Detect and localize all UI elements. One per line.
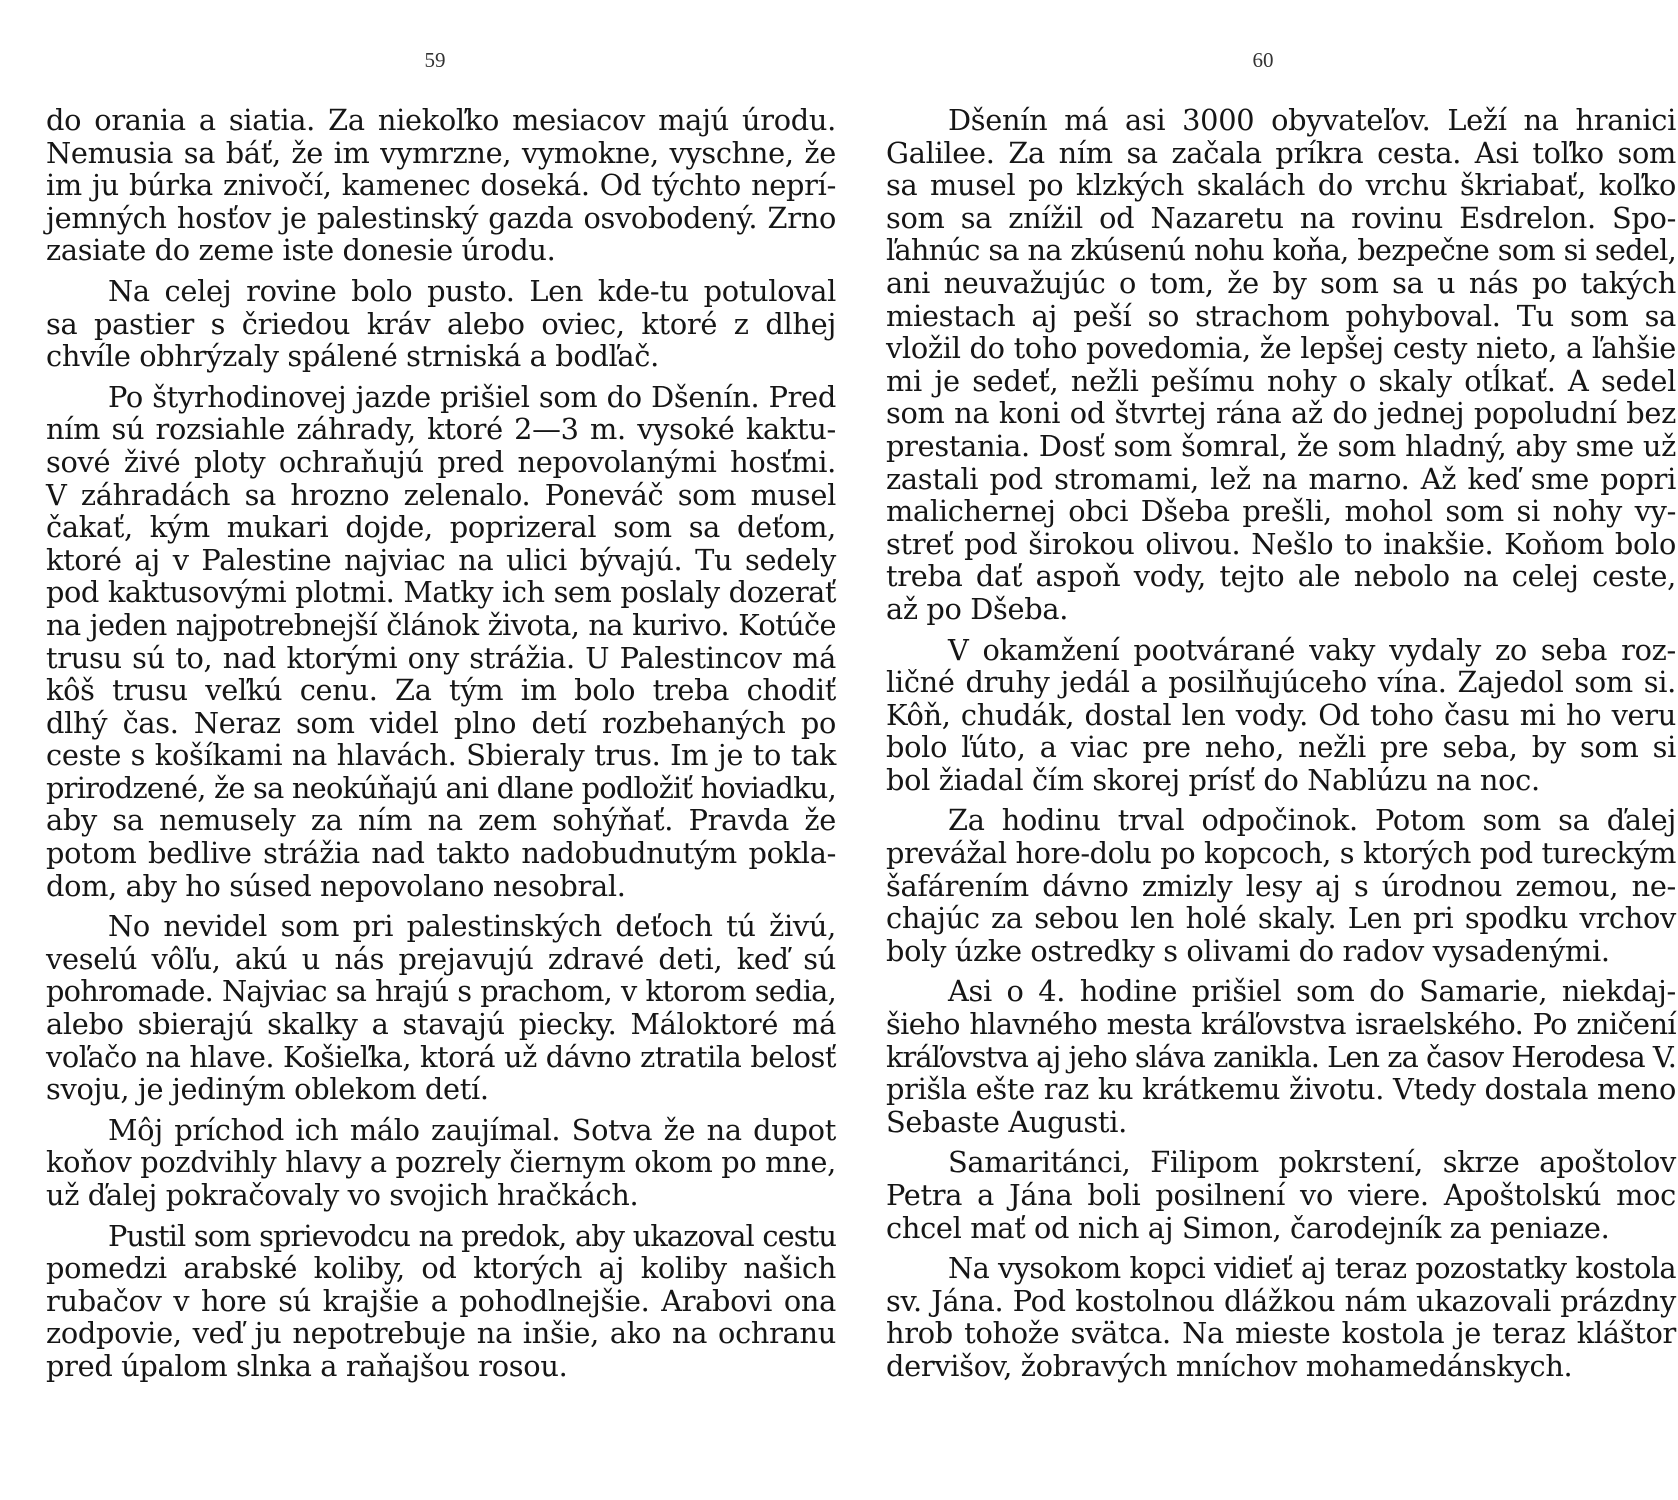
text-line: voľačo na hlave. Košieľka, ktorá už dávno ztratila belosť xyxy=(46,1039,836,1074)
text-line: koňov pozdvihly hlavy a pozrely čiernym okom po mne, xyxy=(46,1145,836,1180)
text-line: V záhradách sa hrozno zelenalo. Poneváč som musel xyxy=(46,477,836,512)
text-line: Nemusia sa báť, že im vymrzne, vymokne, vyschne, že xyxy=(46,135,836,170)
text-line: na jeden najpotrebnejší článok života, na kurivo. Kotúče xyxy=(46,607,836,642)
text-line: potom bedlive strážia nad takto nadobudnutým pokla- xyxy=(46,836,836,871)
text-line: malichernej obci Dšeba prešli, mohol som si nohy vy- xyxy=(886,494,1676,529)
text-line: chvíle obhrýzaly spálené strniská a bodľač. xyxy=(46,339,659,374)
text-line: bol žiadal čím skorej prísť do Nablúzu na noc. xyxy=(886,762,1540,797)
text-line: No nevidel som pri palestinských deťoch tú živú, xyxy=(108,909,836,944)
text-line: Sebaste Augusti. xyxy=(886,1104,1127,1139)
text-line: Na celej rovine bolo pusto. Len kde-tu potuloval xyxy=(108,273,836,308)
text-line: už ďalej pokračovaly vo svojich hračkách. xyxy=(46,1178,639,1212)
text-line: Asi o 4. hodine prišiel som do Samarie, niekdaj- xyxy=(948,974,1676,1009)
text-line: ním sú rozsiahle záhrady, ktoré 2—3 m. vysoké kaktu- xyxy=(46,412,836,447)
text-line: ľahnúc sa na zkúsenú nohu koňa, bezpečne som si sedel, xyxy=(886,233,1676,268)
text-line: sové živé ploty ochraňujú pred nepovolanými hosťmi. xyxy=(46,444,836,479)
page-number: 59 xyxy=(424,48,446,72)
text-line: prestania. Dosť som šomral, že som hladný, aby sme už xyxy=(886,428,1676,463)
text-line: Na vysokom kopci vidieť aj teraz pozostatky kostola xyxy=(948,1251,1676,1286)
text-line: Galilee. Za ním sa začala príkra cesta. Asi toľko som xyxy=(886,135,1676,170)
text-line: som sa znížil od Nazaretu na rovinu Esdrelon. Spo- xyxy=(886,200,1676,235)
text-line: dlhý čas. Neraz som videl plno detí rozbehaných po xyxy=(46,705,836,740)
text-line: treba dať aspoň vody, tejto ale nebolo na celej ceste, xyxy=(886,559,1676,594)
text-line: som na koni od štvrtej rána až do jednej popoludní bez xyxy=(886,396,1676,431)
text-line: hrob tohože svätca. Na mieste kostola je teraz kláštor xyxy=(886,1316,1676,1351)
text-line: bolo ľúto, a viac pre neho, nežli pre seba, by som si xyxy=(886,730,1676,765)
text-line: Pustil som sprievodcu na predok, aby ukazoval cestu xyxy=(108,1218,836,1253)
text-line: šieho hlavného mesta kráľovstva israelského. Po zničení xyxy=(886,1007,1676,1042)
text-line: svoju, je jediným oblekom detí. xyxy=(46,1072,489,1107)
page-number: 60 xyxy=(1252,48,1274,72)
text-line: Môj príchod ich málo zaujímal. Sotva že na dupot xyxy=(108,1112,836,1147)
text-line: streť pod širokou olivou. Nešlo to inakšie. Koňom bolo xyxy=(886,526,1676,561)
text-line: zastali pod stromami, lež na marno. Až keď sme popri xyxy=(886,461,1676,496)
text-line: veselú vôľu, akú u nás prejavujú zdravé deti, keď sú xyxy=(46,941,836,976)
text-line: mi je sedeť, nežli pešímu nohy o skaly otĺkať. A sedel xyxy=(886,363,1676,398)
text-line: ktoré aj v Palestine najviac na ulici bývajú. Tu sedely xyxy=(46,542,836,577)
text-line: prevážal hore-dolu po kopcoch, s ktorých pod tureckým xyxy=(886,836,1676,871)
text-line: zasiate do zeme iste donesie úrodu. xyxy=(46,233,556,268)
text-line: Samaritánci, Filipom pokrstení, skrze apoštolov xyxy=(948,1145,1676,1180)
text-line: do orania a siatia. Za niekoľko mesiacov majú úrodu. xyxy=(46,103,836,137)
text-line: pred úpalom slnka a raňajšou rosou. xyxy=(46,1348,568,1383)
text-line: chajúc za sebou len holé skaly. Len pri spodku vrchov xyxy=(886,901,1676,936)
text-line: im ju búrka znivočí, kamenec doseká. Od týchto neprí- xyxy=(46,168,836,203)
text-line: Kôň, chudák, dostal len vody. Od toho času mi ho veru xyxy=(886,697,1676,732)
text-line: V okamžení pootvárané vaky vydaly zo seba roz- xyxy=(948,632,1676,667)
text-line: trusu sú to, nad ktorými ony strážia. U Palestincov má xyxy=(46,640,836,675)
text-line: kôš trusu veľkú cenu. Za tým im bolo treba chodiť xyxy=(46,673,836,708)
text-line: sv. Jána. Pod kostolnou dlážkou nám ukazovali prázdny xyxy=(886,1283,1676,1318)
text-line: ceste s košíkami na hlavách. Sbieraly trus. Im je to tak xyxy=(46,738,836,773)
text-line: Po štyrhodinovej jazde prišiel som do Dšenín. Pred xyxy=(108,379,836,414)
text-line: dom, aby ho súsed nepovolano nesobral. xyxy=(46,868,626,903)
text-line: vložil do toho povedomia, že lepšej cesty nieto, a ľahšie xyxy=(886,331,1676,366)
text-line: Petra a Jána boli posilnení vo viere. Apoštolskú moc xyxy=(886,1178,1676,1212)
text-line: pomedzi arabské koliby, od ktorých aj koliby našich xyxy=(46,1251,836,1286)
text-line: jemných hosťov je palestinský gazda osvobodený. Zrno xyxy=(46,200,836,235)
text-line: Za hodinu trval odpočinok. Potom som sa ďalej xyxy=(948,803,1676,838)
text-line: čakať, kým mukari dojde, poprizeral som sa deťom, xyxy=(46,510,836,545)
text-line: pohromade. Najviac sa hrajú s prachom, v ktorom sedia, xyxy=(46,974,836,1009)
text-line: zodpovie, veď ju nepotrebuje na inšie, ako na ochranu xyxy=(46,1316,836,1351)
text-line: ani neuvažujúc o tom, že by som sa u nás po takých xyxy=(886,265,1676,300)
text-line: sa musel po klzkých skalách do vrchu škriabať, koľko xyxy=(886,168,1676,203)
text-line: rubačov v hore sú krajšie a pohodlnejšie. Arabovi ona xyxy=(46,1283,836,1318)
text-line: alebo sbierajú skalky a stavajú piecky. Máloktoré má xyxy=(46,1007,836,1042)
text-line: pod kaktusovými plotmi. Matky ich sem poslaly dozerať xyxy=(46,575,836,610)
text-line: chcel mať od nich aj Simon, čarodejník za peniaze. xyxy=(886,1210,1610,1245)
text-line: prišla ešte raz ku krátkemu životu. Vtedy dostala meno xyxy=(886,1072,1676,1107)
text-line: prirodzené, že sa neokúňajú ani dlane podložiť hoviadku, xyxy=(46,770,836,805)
text-line: sa pastier s čriedou kráv alebo oviec, ktoré z dlhej xyxy=(46,306,836,341)
text-line: boly úzke ostredky s olivami do radov vysadenými. xyxy=(886,933,1610,968)
text-line: dervišov, žobravých mníchov mohamedánskych. xyxy=(886,1348,1573,1383)
text-line: až po Dšeba. xyxy=(886,591,1069,626)
text-line: šafárením dávno zmizly lesy aj s úrodnou zemou, ne- xyxy=(886,868,1676,903)
page-text xyxy=(886,104,1676,1383)
page-text xyxy=(46,104,836,1383)
text-line: ličné druhy jedál a posilňujúceho vína. Zajedol som si. xyxy=(886,665,1676,700)
text-line: miestach aj peší so strachom pohyboval. Tu som sa xyxy=(886,298,1676,333)
text-line: kráľovstva aj jeho sláva zanikla. Len za časov Herodesa V. xyxy=(886,1039,1676,1074)
text-line: Dšenín má asi 3000 obyvateľov. Leží na hranici xyxy=(948,103,1676,137)
text-line: aby sa nemusely za ním na zem sohýňať. Pravda že xyxy=(46,803,836,838)
